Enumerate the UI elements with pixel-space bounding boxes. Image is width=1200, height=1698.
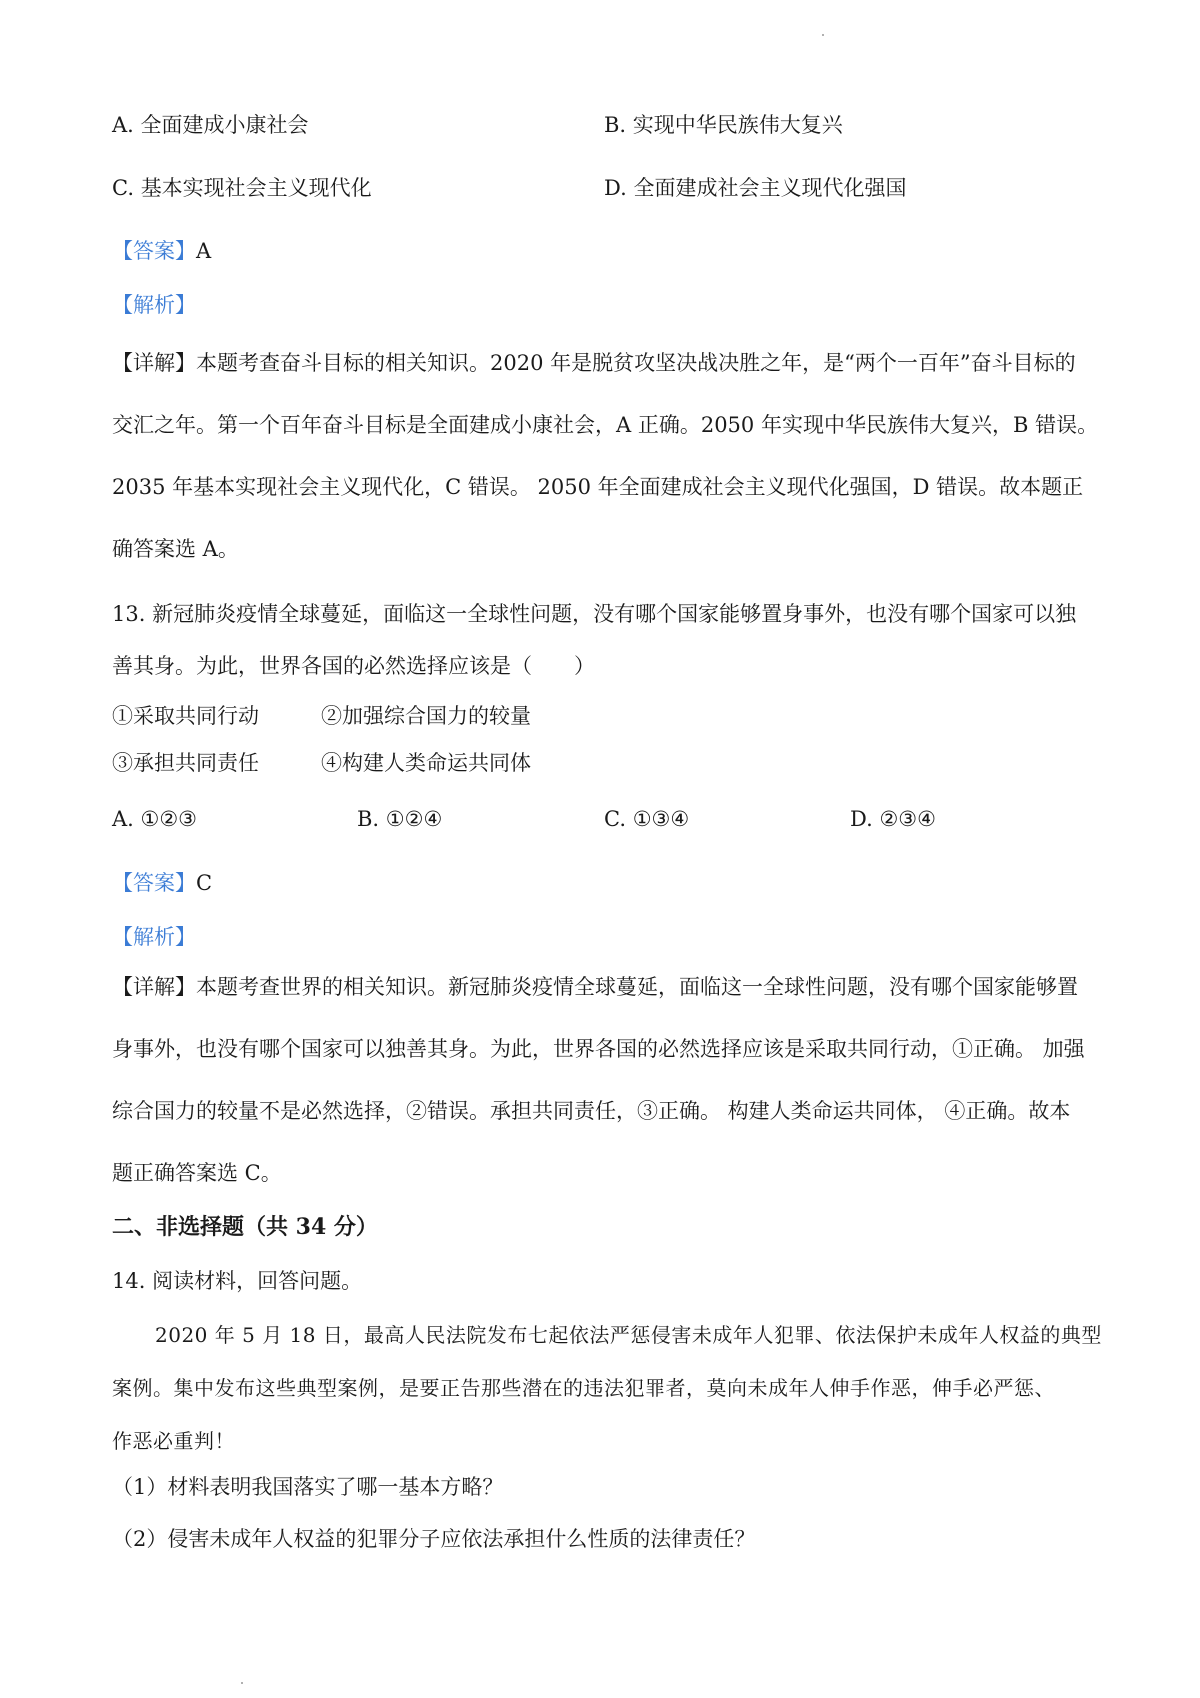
option-key: D. (850, 807, 873, 831)
q14-material-line-2: 案例。集中发布这些典型案例，是要正告那些潜在的违法犯罪者，莫向未成年人伸手作恶，伸手必严惩、 (112, 1376, 1055, 1400)
q12-option-d (604, 173, 906, 203)
option-text: 全面建成社会主义现代化强国 (633, 176, 907, 200)
option-key: A. (112, 113, 134, 137)
q13-answer (112, 868, 212, 898)
answer-value: C (196, 871, 213, 895)
option-text: 基本实现社会主义现代化 (140, 176, 372, 200)
q13-option-b (357, 804, 442, 834)
q14-material-line-3: 作恶必重判！ (112, 1429, 235, 1453)
option-key: B. (357, 807, 380, 831)
option-text: ①②④ (385, 807, 443, 831)
q12-detail-line-1: 【详解】本题考查奋斗目标的相关知识。2020 年是脱贫攻坚决战决胜之年，是“两个一百年”奋斗目标的 (112, 351, 1076, 375)
option-key: A. (112, 807, 134, 831)
q13-analysis-label: 【解析】 (112, 925, 196, 949)
option-text: 全面建成小康社会 (140, 113, 309, 137)
q12-detail-line-4: 确答案选 A。 (112, 537, 239, 561)
q12-option-b (604, 110, 843, 140)
q12-detail-line-2: 交汇之年。第一个百年奋斗目标是全面建成小康社会，A 正确。2050 年实现中华民族伟大复兴，B 错误。 (112, 413, 1099, 437)
option-key: C. (604, 807, 626, 831)
q12-analysis-label: 【解析】 (112, 293, 196, 317)
scan-dot-bottom (241, 1682, 243, 1684)
q14-material-line-1: 2020 年 5 月 18 日，最高人民法院发布七起依法严惩侵害未成年人犯罪、依法保护未成年人权益的典型 (155, 1323, 1102, 1347)
q13-stem-line-1: 13. 新冠肺炎疫情全球蔓延，面临这一全球性问题，没有哪个国家能够置身事外，也没有哪个国家可以独 (112, 602, 1077, 626)
option-key: D. (604, 176, 627, 200)
option-text: 实现中华民族伟大复兴 (632, 113, 843, 137)
q12-option-c (112, 173, 372, 203)
section-title: 二、非选择题（共 34 分） (112, 1214, 378, 1240)
answer-label: 【答案】 (112, 239, 196, 263)
q12-detail-line-3: 2035 年基本实现社会主义现代化，C 错误。 2050 年全面建成社会主义现代化强国，D 错误。故本题正 (112, 475, 1084, 499)
q13-item-2: ②加强综合国力的较量 (321, 704, 531, 728)
q13-item-4: ④构建人类命运共同体 (321, 751, 531, 775)
q14-question-2: （2）侵害未成年人权益的犯罪分子应依法承担什么性质的法律责任？ (112, 1527, 756, 1551)
q13-detail-line-1: 【详解】本题考查世界的相关知识。新冠肺炎疫情全球蔓延，面临这一全球性问题，没有哪个国家能够置 (112, 975, 1078, 999)
q14-question-1: （1）材料表明我国落实了哪一基本方略？ (112, 1475, 504, 1499)
q13-detail-line-4: 题正确答案选 C。 (112, 1161, 282, 1185)
option-text: ②③④ (879, 807, 936, 831)
answer-label: 【答案】 (112, 871, 196, 895)
q13-option-a (112, 804, 197, 834)
q13-detail-line-3: 综合国力的较量不是必然选择，②错误。承担共同责任，③正确。 构建人类命运共同体， ④正确。故本 (112, 1099, 1071, 1123)
option-text: ①②③ (140, 807, 198, 831)
q13-stem-line-2: 善其身。为此，世界各国的必然选择应该是（ ） (112, 654, 595, 678)
q14-stem: 14. 阅读材料，回答问题。 (112, 1269, 363, 1293)
option-key: C. (112, 176, 134, 200)
q12-option-a (112, 110, 309, 140)
q13-option-d (850, 804, 936, 834)
q13-item-1: ①采取共同行动 (112, 704, 259, 728)
q13-item-3: ③承担共同责任 (112, 751, 259, 775)
q12-answer (112, 236, 211, 266)
option-text: ①③④ (632, 807, 690, 831)
option-key: B. (604, 113, 627, 137)
answer-value: A (196, 239, 212, 263)
q13-option-c (604, 804, 689, 834)
scan-dot-top (822, 34, 824, 36)
q13-detail-line-2: 身事外，也没有哪个国家可以独善其身。为此，世界各国的必然选择应该是采取共同行动，①正确。 加强 (112, 1037, 1085, 1061)
